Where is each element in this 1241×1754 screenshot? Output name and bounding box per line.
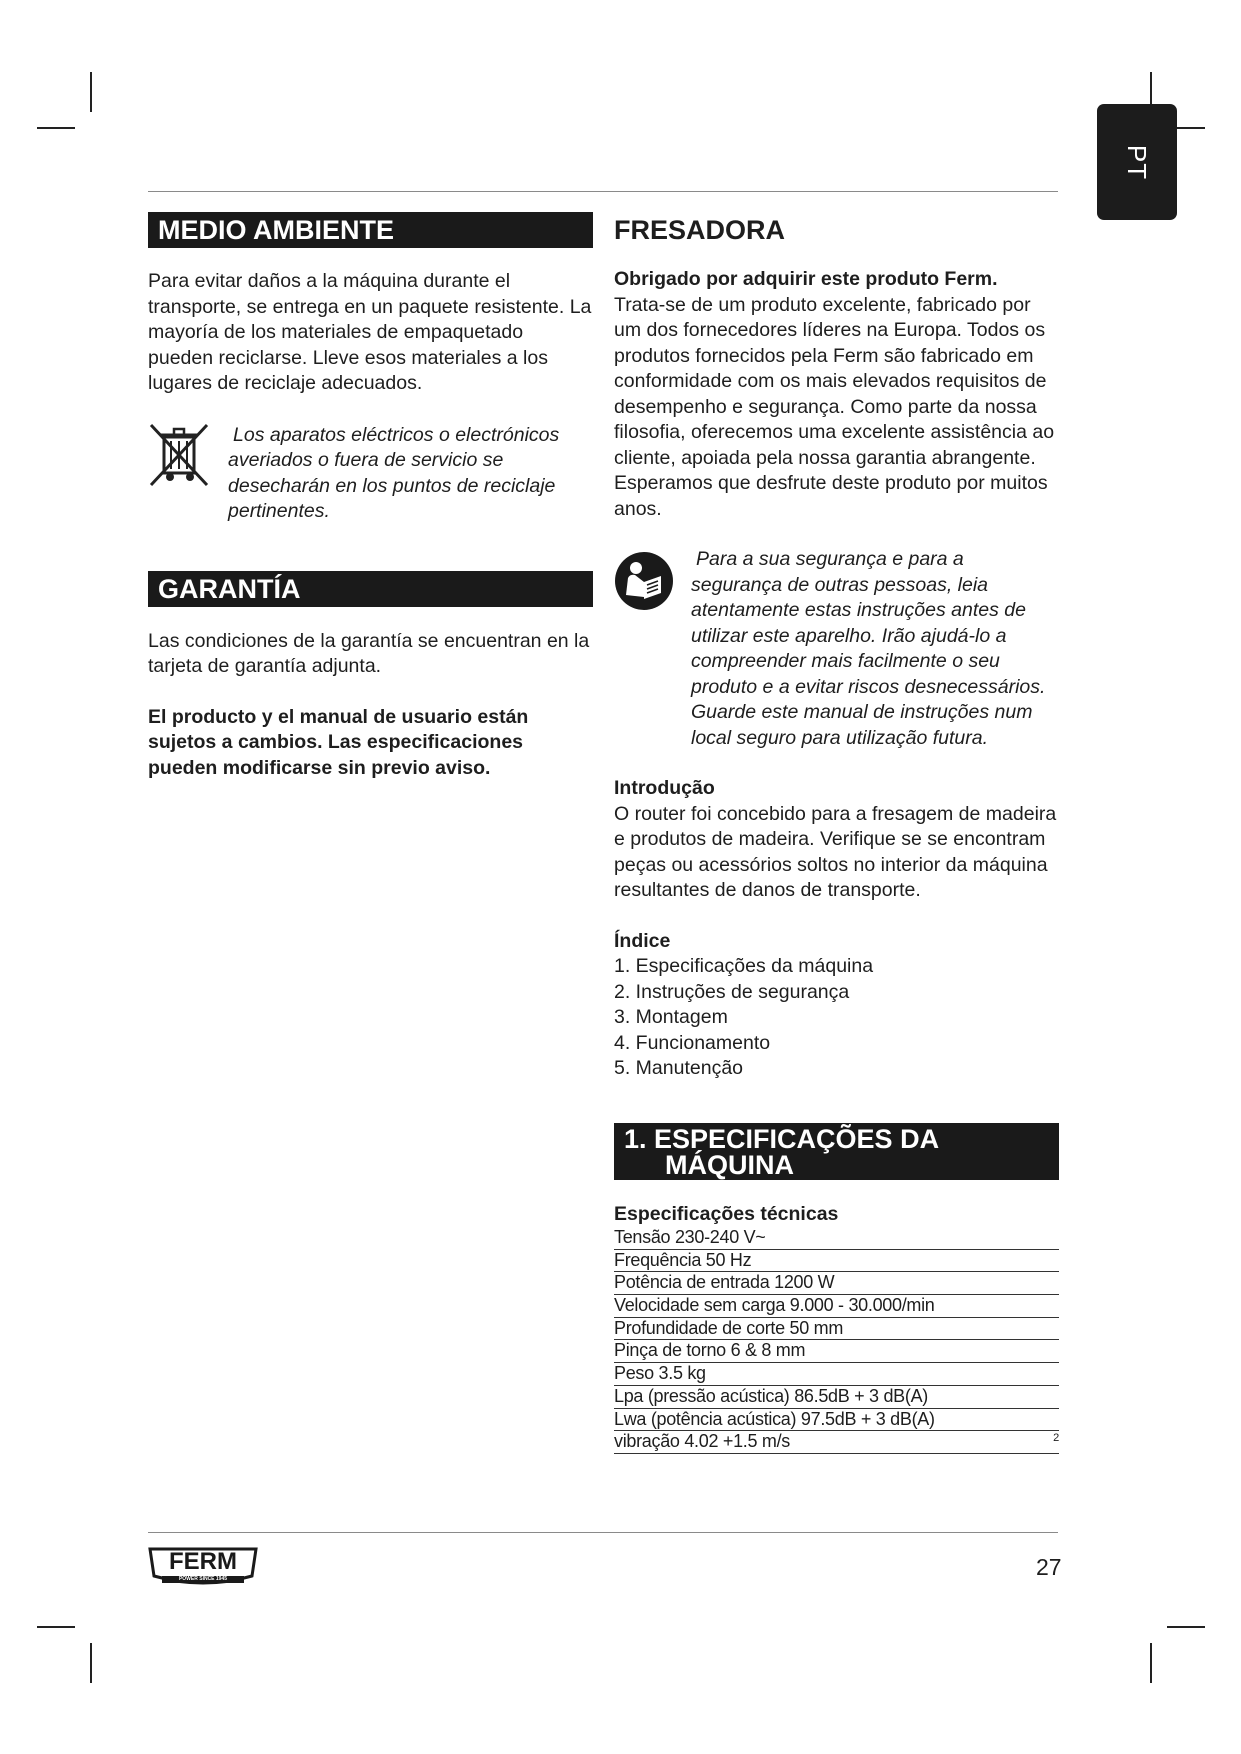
crop-mark [37,1626,75,1628]
introduction-text: O router foi concebido para a fresagem de madeira e produtos de madeira. Verifique se se encontram peças ou acessórios soltos no interior da máquina resultantes de danos de transporte. [614,802,1057,901]
index-item: 5. Manutenção [614,1057,744,1079]
crop-mark [90,72,92,112]
safety-text: Para a sua segurança e para a segurança de outras pessoas, leia atentamente estas instruções antes de utilizar este aparelho. Irão ajudá-lo a compreender mais facilmente o seu produto e a evitar riscos desnecessários. Guarde este manual de instruções num local seguro para utilização futura. [691,548,1046,749]
header-rule [148,191,1058,192]
spec-label: Profundidade de corte 50 mm [614,1317,844,1338]
index-heading: Índice [614,929,671,952]
footer-rule [148,1532,1058,1533]
intro-paragraph: Trata-se de um produto excelente, fabricado por um dos fornecedores líderes na Europa. Todos os produtos fornecidos pela Ferm são fabricado em conformidade com os mais elevados requisitos de desempenho e segurança. Como parte da nossa filosofia, oferecemos uma excelente assistência ao cliente, apoiada pela nossa garantia abrangente. Esperamos que desfrute deste produto por muitos anos. [614,293,1055,520]
spec-section-heading-line1: 1. ESPECIFICAÇÕES DA [624,1123,940,1154]
spec-row [614,1431,1059,1454]
spec-row [614,1340,1059,1363]
spec-label: Tensão 230-240 V~ [614,1227,766,1247]
spec-label: Lwa (potência acústica) 97.5dB + 3 dB(A) [614,1408,935,1429]
page-number: 27 [1036,1554,1062,1580]
spec-label: vibração 4.02 +1.5 m/s [614,1431,791,1452]
spec-row [614,1318,1059,1341]
ferm-logo-tagline: POWER SINCE 1945 [178,1576,228,1582]
spec-row [614,1272,1059,1295]
right-column [614,212,1059,1454]
spec-table [614,1227,1059,1454]
thanks-line: Obrigado por adquirir este produto Ferm. [614,268,998,290]
introduction-heading: Introdução [614,777,715,799]
warranty-heading: GARANTÍA [148,571,593,607]
language-tab [1097,104,1177,220]
weee-notice [148,423,593,525]
crop-mark [1150,1643,1152,1683]
ferm-logo [148,1546,258,1588]
spec-label: Potência de entrada 1200 W [614,1272,835,1293]
read-manual-icon [614,547,691,751]
weee-bin-icon [148,423,228,525]
crop-mark [1167,1626,1205,1628]
crop-mark [90,1643,92,1683]
ferm-logo-text: FERM [169,1548,237,1575]
environment-heading: MEDIO AMBIENTE [148,212,593,248]
fresadora-heading: FRESADORA [614,215,786,245]
index-item: 3. Montagem [614,1006,728,1028]
spec-row [614,1363,1059,1386]
safety-notice [614,547,1059,751]
left-column [148,212,593,781]
spec-superscript: 2 [1053,1432,1059,1445]
warranty-text: Las condiciones de la garantía se encuentran en la tarjeta de garantía adjunta. [148,629,590,677]
spec-row [614,1295,1059,1318]
weee-text: Los aparatos eléctricos o electrónicos averiados o fuera de servicio se desecharán en los puntos de reciclaje pertinentes. [228,423,560,522]
spec-row [614,1250,1059,1273]
spec-label: Lpa (pressão acústica) 86.5dB + 3 dB(A) [614,1385,928,1406]
crop-mark [37,127,75,129]
spec-heading: Especificações técnicas [614,1202,839,1225]
spec-label: Velocidade sem carga 9.000 - 30.000/min [614,1295,935,1316]
index-item: 4. Funcionamento [614,1031,771,1054]
spec-row [614,1227,1059,1250]
change-notice: El producto y el manual de usuario están sujetos a cambios. Las especificaciones pueden modificarse sin previo aviso. [148,705,529,779]
language-tab-label: PT [1122,144,1153,180]
index-list [614,954,1059,1082]
spec-label: Peso 3.5 kg [614,1363,706,1384]
spec-section-heading [614,1123,1059,1180]
spec-label: Pinça de torno 6 & 8 mm [614,1340,806,1361]
spec-label: Frequência 50 Hz [614,1249,752,1270]
spec-row [614,1409,1059,1432]
spec-row [614,1386,1059,1409]
index-item: 1. Especificações da máquina [614,955,874,977]
spec-section-heading-line2: MÁQUINA [665,1149,794,1180]
environment-text: Para evitar daños a la máquina durante el transporte, se entrega en un paquete resistente. La mayoría de los materiales de empaquetado pueden reciclarse. Lleve esos materiales a los lugares de reciclaje adecuados. [148,270,592,394]
index-item: 2. Instruções de segurança [614,980,850,1003]
